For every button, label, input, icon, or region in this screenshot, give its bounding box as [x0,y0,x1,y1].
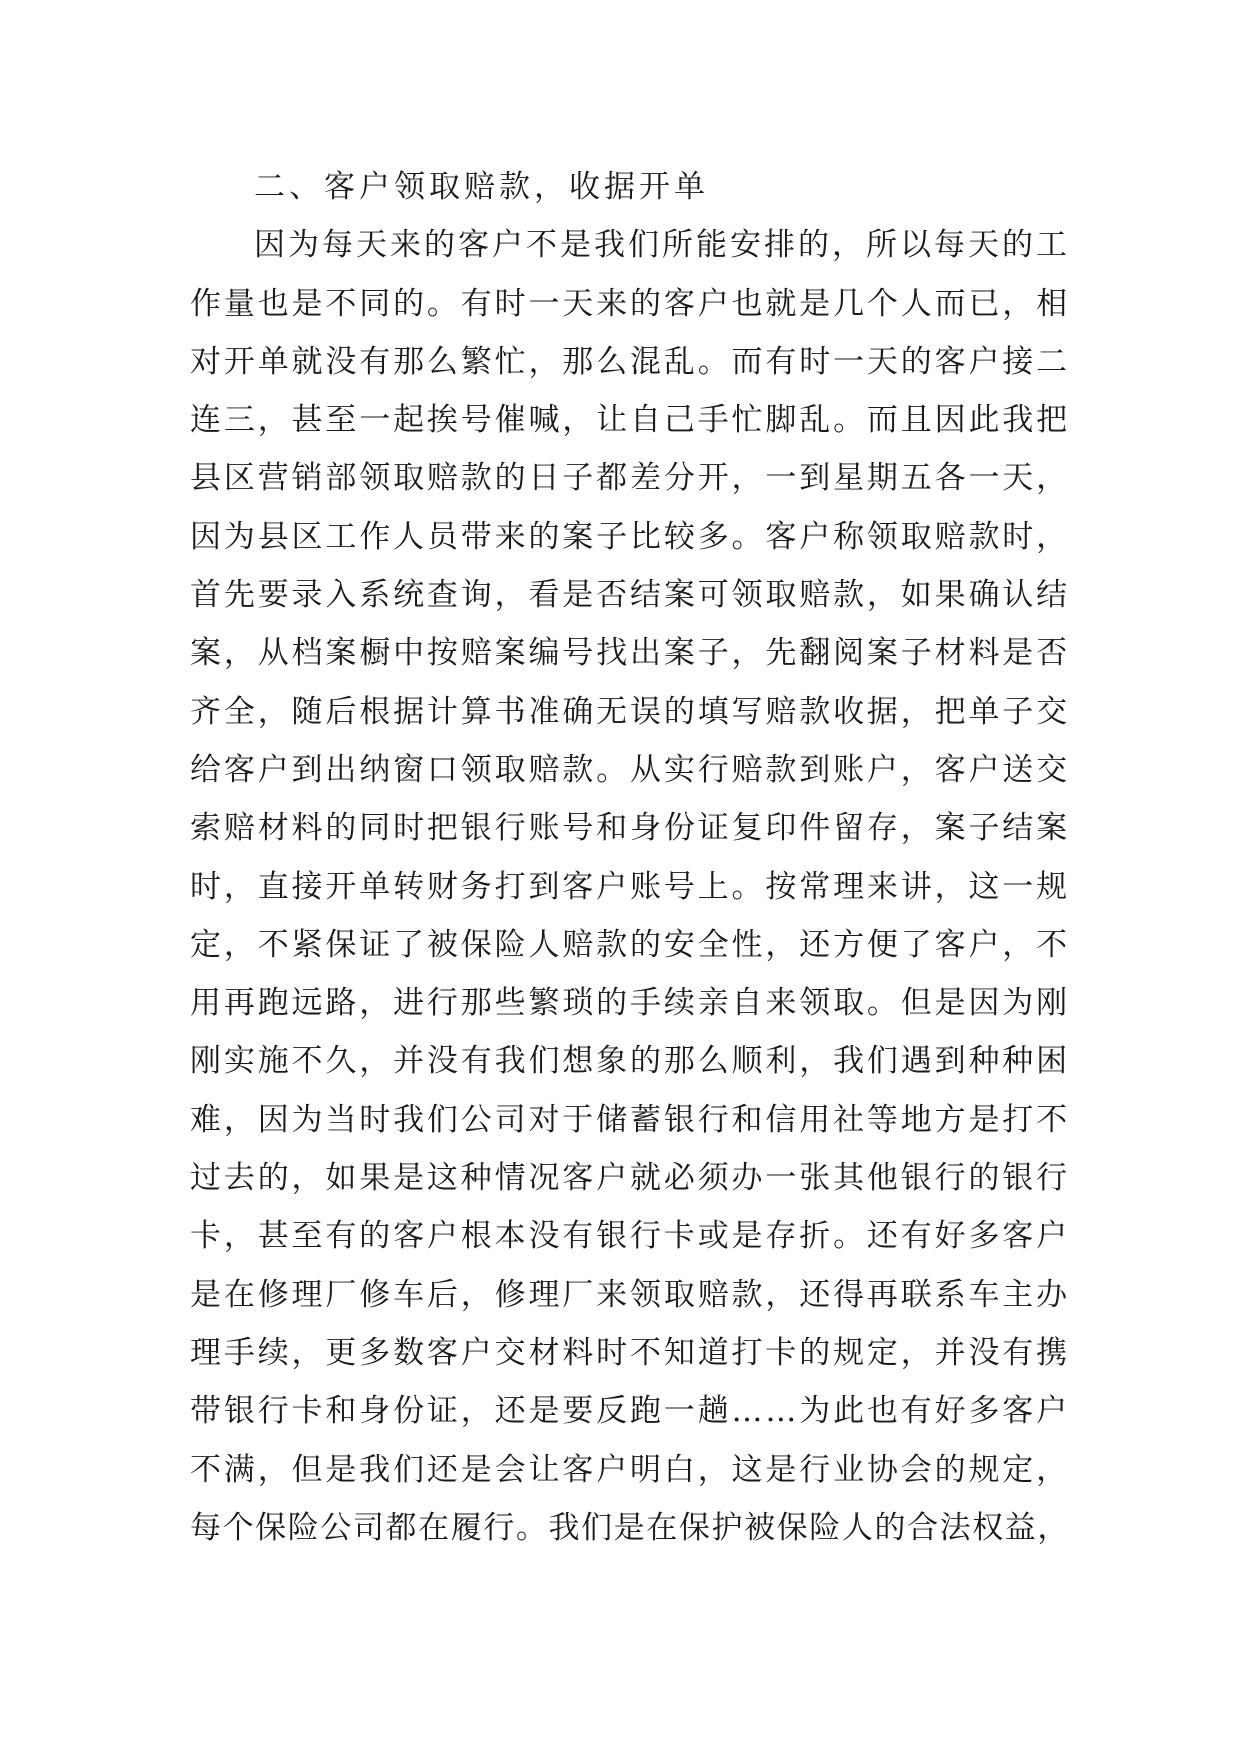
text-line: 不满，但是我们还是会让客户明白，这是行业协会的规定， [190,1451,1070,1488]
text-line: 难，因为当时我们公司对于储蓄银行和信用社等地方是打不 [190,1101,1070,1138]
text-line: 首先要录入系统查询，看是否结案可领取赔款，如果确认结 [190,577,1070,614]
text-line: 定，不紧保证了被保险人赔款的安全性，还方便了客户，不 [190,926,1070,963]
section-heading: 二、客户领取赔款，收据开单 [254,169,709,205]
text-line: 卡，甚至有的客户根本没有银行卡或是存折。还有好多客户 [190,1218,1070,1255]
text-line: 对开单就没有那么繁忙，那么混乱。而有时一天的客户接二 [190,343,1070,380]
text-line: 作量也是不同的。有时一天来的客户也就是几个人而已，相 [190,285,1070,322]
text-line: 用再跑远路，进行那些繁琐的手续亲自来领取。但是因为刚 [190,985,1070,1022]
text-line: 带银行卡和身份证，还是要反跑一趟……为此也有好多客户 [190,1393,1070,1430]
text-line: 是在修理厂修车后，修理厂来领取赔款，还得再联系车主办 [190,1276,1070,1313]
text-line: 连三，甚至一起挨号催喊，让自己手忙脚乱。而且因此我把 [190,402,1070,439]
body-text [190,158,1070,1557]
text-line: 县区营销部领取赔款的日子都差分开，一到星期五各一天， [190,460,1070,497]
text-line: 索赔材料的同时把银行账号和身份证复印件留存，案子结案 [190,810,1070,847]
text-line: 案，从档案橱中按赔案编号找出案子，先翻阅案子材料是否 [190,635,1070,672]
text-line: 刚实施不久，并没有我们想象的那么顺利，我们遇到种种困 [190,1043,1070,1080]
text-line: 每个保险公司都在履行。我们是在保护被保险人的合法权益， [190,1509,1070,1546]
text-line: 因为每天来的客户不是我们所能安排的，所以每天的工 [254,227,1070,264]
text-line: 齐全，随后根据计算书准确无误的填写赔款收据，把单子交 [190,693,1070,730]
text-line: 时，直接开单转财务打到客户账号上。按常理来讲，这一规 [190,868,1070,905]
text-line: 因为县区工作人员带来的案子比较多。客户称领取赔款时， [190,518,1070,555]
text-line: 理手续，更多数客户交材料时不知道打卡的规定，并没有携 [190,1334,1070,1371]
text-line: 过去的，如果是这种情况客户就必须办一张其他银行的银行 [190,1160,1070,1197]
text-line: 给客户到出纳窗口领取赔款。从实行赔款到账户，客户送交 [190,751,1070,788]
